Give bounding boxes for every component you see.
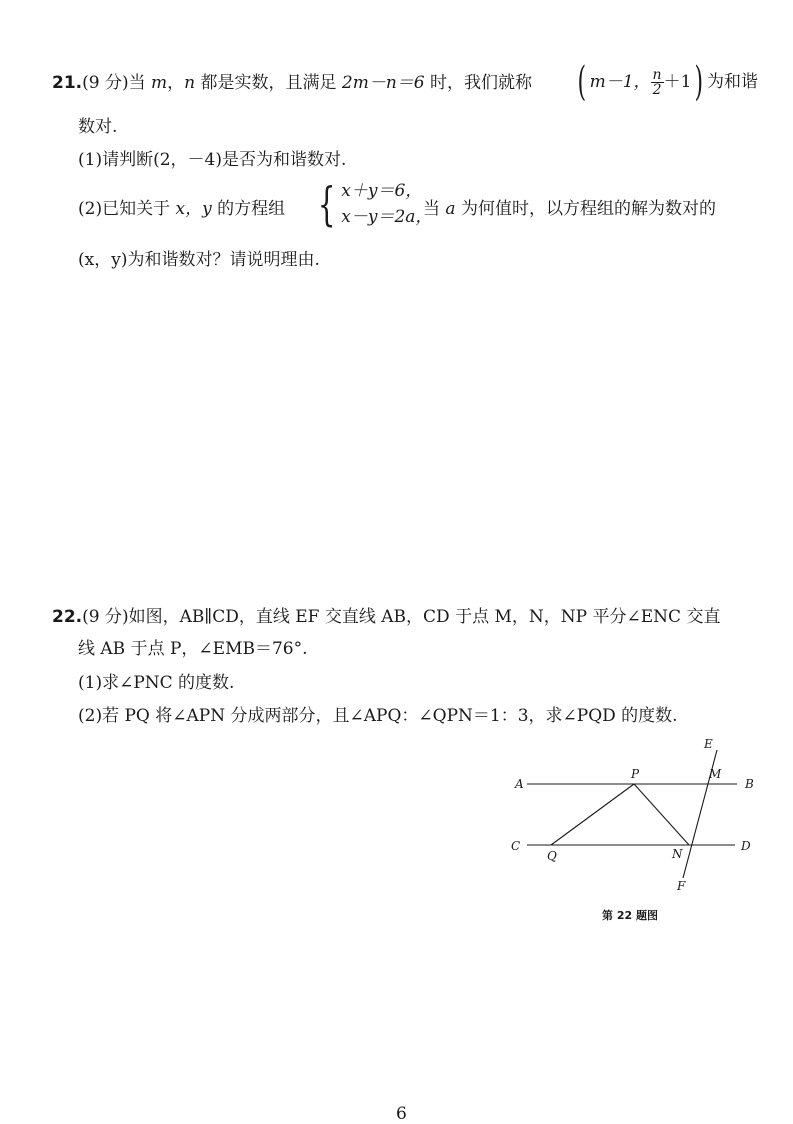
q21-text-d: 为和谐 bbox=[707, 72, 759, 92]
part2-text-b: 的方程组 bbox=[211, 199, 286, 219]
q22-number: 22. bbox=[52, 607, 83, 627]
fraction-n-over-2 bbox=[651, 68, 664, 97]
part2-text-c: 当 bbox=[423, 199, 446, 219]
q21-equation: 2m－n＝6 bbox=[341, 73, 425, 93]
q21-text-b: 都是实数，且满足 bbox=[195, 73, 342, 93]
point-label-c: C bbox=[511, 839, 521, 853]
var-m: m bbox=[151, 73, 168, 93]
q21-text-c: 时，我们就称 bbox=[424, 73, 533, 93]
q21-number: 21. bbox=[52, 73, 83, 93]
var-a: a bbox=[445, 199, 456, 219]
page-number: 6 bbox=[396, 1104, 407, 1124]
var-n: n bbox=[184, 73, 196, 93]
part2-text-d: 为何值时，以方程组的解为数对的 bbox=[455, 199, 716, 219]
q21-line2: 数对. bbox=[78, 117, 118, 137]
pair-left: m－1， bbox=[589, 72, 651, 92]
q22-line2: 线 AB 于点 P，∠EMB＝76°. bbox=[78, 639, 308, 659]
var-xy: x，y bbox=[175, 199, 212, 219]
q21-line1 bbox=[52, 72, 532, 94]
q21-pair-expression bbox=[574, 59, 759, 105]
point-label-a: A bbox=[515, 777, 524, 791]
q21-part2-line1b bbox=[423, 198, 716, 220]
fraction-numerator: n bbox=[652, 66, 662, 83]
q22-line1 bbox=[52, 606, 720, 628]
point-label-m: M bbox=[709, 767, 722, 781]
q21-part1: (1)请判断(2，－4)是否为和谐数对. bbox=[78, 150, 347, 170]
left-brace: { bbox=[317, 177, 336, 231]
segment-pn bbox=[634, 784, 689, 845]
geometry-figure bbox=[505, 732, 765, 897]
system-equation-2: x－y＝2a， bbox=[341, 207, 433, 227]
pair-right: ＋1 bbox=[663, 72, 692, 92]
equation-system bbox=[312, 177, 433, 231]
right-paren: ) bbox=[694, 59, 704, 105]
q22-part2: (2)若 PQ 将∠APN 分成两部分，且∠APQ：∠QPN＝1：3，求∠PQD 的度数. bbox=[78, 706, 678, 726]
q21-part2-line2: (x，y)为和谐数对？请说明理由. bbox=[78, 250, 320, 270]
point-label-d: D bbox=[741, 839, 751, 853]
point-label-p: P bbox=[631, 767, 640, 781]
point-label-b: B bbox=[745, 777, 754, 791]
point-label-q: Q bbox=[547, 849, 557, 863]
point-label-f: F bbox=[677, 879, 686, 893]
point-label-e: E bbox=[704, 737, 713, 751]
system-equation-1: x＋y＝6， bbox=[341, 181, 423, 201]
figure-caption: 第 22 题图 bbox=[602, 909, 658, 922]
q22-text-line1: (9 分)如图，AB∥CD，直线 EF 交直线 AB，CD 于点 M，N，NP 平分∠ENC 交直 bbox=[82, 607, 721, 627]
comma: ， bbox=[167, 73, 185, 93]
q21-part2-line1 bbox=[78, 198, 285, 220]
left-paren: ( bbox=[577, 59, 587, 105]
q21-text-a: (9 分)当 bbox=[82, 73, 152, 93]
part2-text-a: (2)已知关于 bbox=[78, 199, 176, 219]
q22-part1: (1)求∠PNC 的度数. bbox=[78, 673, 235, 693]
segment-pq bbox=[551, 784, 634, 845]
fraction-denominator: 2 bbox=[652, 81, 662, 98]
point-label-n: N bbox=[672, 847, 683, 861]
